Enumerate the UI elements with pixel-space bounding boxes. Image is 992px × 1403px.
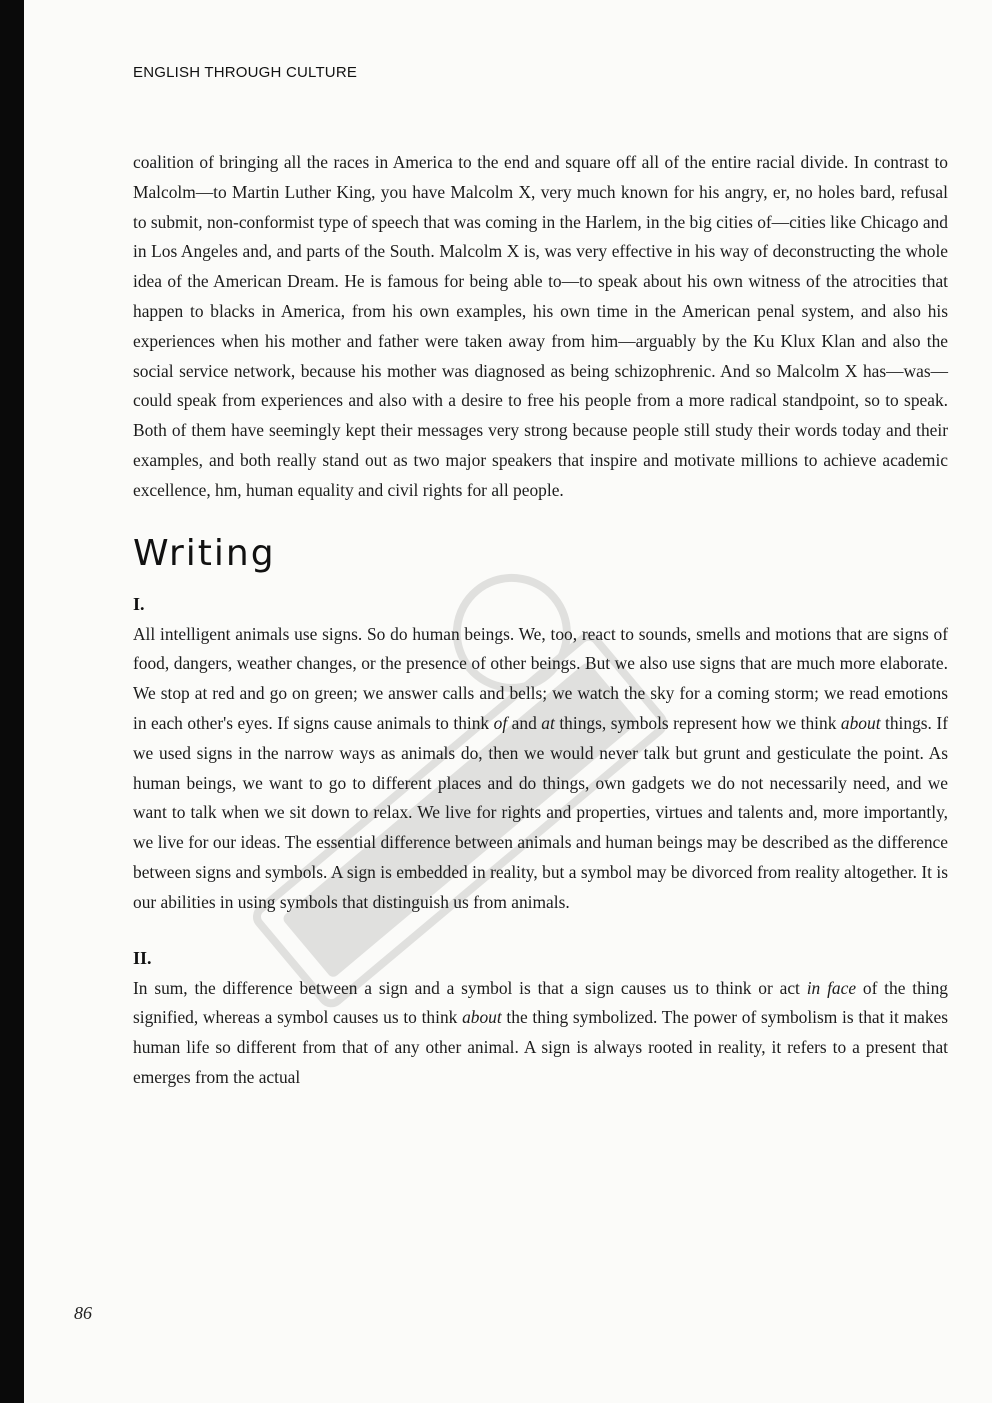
emphasis-about: about xyxy=(840,712,881,733)
writing-paragraph-2: In sum, the difference between a sign and a symbol is that a sign causes us to think or act in face of the thing signified, whereas a symbol causes us to think about the thing symbolized. The power of symbolism is that it makes human life so different from that of any other animal. A sign is always rooted in reality, it refers to a present that emerges from the actual xyxy=(133,977,949,1087)
subsection-label-2: II. xyxy=(133,947,152,968)
continuation-paragraph: coalition of bringing all the races in America to the end and square off all of the entire racial divide. In contrast to Malcolm—to Martin Luther King, you have Malcolm X, very much known for his angry, er, no holes bard, refusal to submit, non-conformist type of speech that was coming in the Harlem, in the big cities of—cities like Chicago and in Los Angeles and, and parts of the South. Malcolm X is, was very effective in his way of deconstructing the whole idea of the American Dream. He is famous for being able to—to speak about his own witness of the atrocities that happen to blacks in America, from his own examples, his own time in the American penal system, and also his experiences when his mother and father were taken away from him—arguably by the Ku Klux Klan and also the social service network, because his mother was diagnosed as being schizophrenic. And so Malcolm X has—was—could speak from experiences and also with a desire to free his people from a more radical standpoint, so to speak. Both of them have seemingly kept their messages very strong because people still study their words today and their examples, and both really stand out as two major speakers that inspire and motivate millions to achieve academic excellence, hm, human equality and civil rights for all people. xyxy=(133,152,948,500)
section-title-writing: Writing xyxy=(133,532,276,574)
running-head: ENGLISH THROUGH CULTURE xyxy=(133,64,358,81)
emphasis-at: at xyxy=(541,712,555,733)
binding-edge xyxy=(0,0,24,1403)
writing-paragraph-1: All intelligent animals use signs. So do human beings. We, too, react to sounds, smells and motions that are signs of food, dangers, weather changes, or the presence of other beings. But we also use signs that are much more elaborate. We stop at red and go on green; we answer calls and bells; we watch the sky for a coming storm; we read emotions in each other's eyes. If signs cause animals to think of and at things, symbols represent how we think about things. If we used signs in the narrow ways as animals do, then we would never talk but grunt and gesticulate the point. As human beings, we want to go to different places and do things, own gadgets we do not necessarily need, and we want to talk when we sit down to relax. We live for rights and properties, virtues and talents and, more importantly, we live for our ideas. The essential difference between animals and human beings may be described as the difference between signs and symbols. A sign is embedded in reality, but a symbol may be divorced from reality altogether. It is our abilities in using symbols that distinguish us from animals. xyxy=(133,623,948,912)
emphasis-about-2: about xyxy=(462,1007,502,1028)
emphasis-in-face: in face xyxy=(806,977,857,998)
subsection-label-1: I. xyxy=(133,593,145,614)
page-content xyxy=(133,148,948,1093)
emphasis-of: of xyxy=(493,712,508,733)
page-number: 86 xyxy=(74,1303,92,1323)
